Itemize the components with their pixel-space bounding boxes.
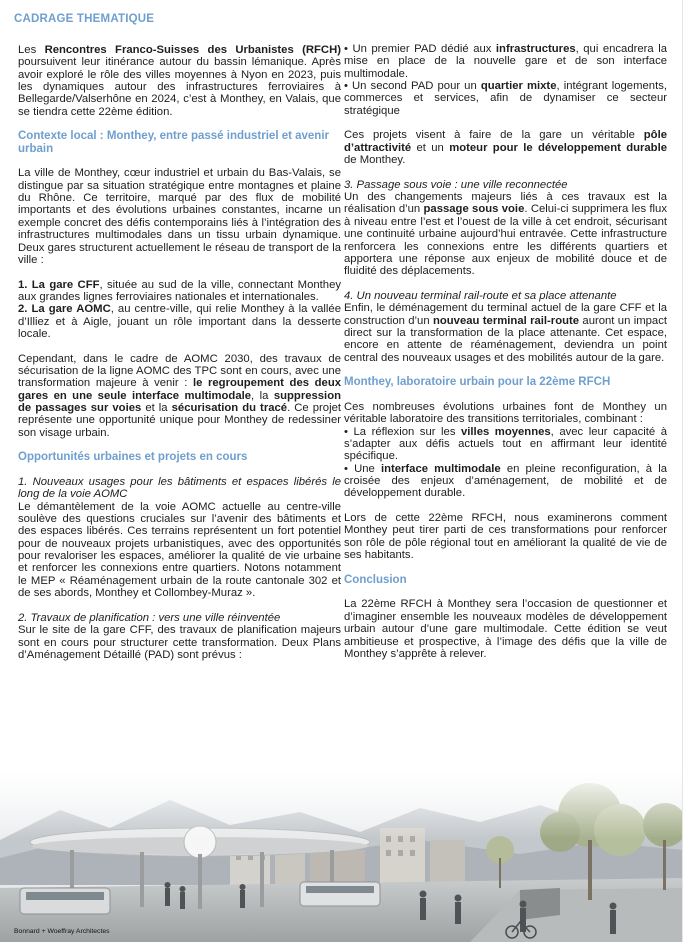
emphasis-text: nouveau terminal rail-route	[432, 314, 580, 327]
item-gare-cff	[18, 279, 341, 304]
paragraph-ville-monthey: La ville de Monthey, cœur industriel et urbain du Bas-Valais, se distingue par sa situation stratégique entre montagnes et plaine du Rhône. Ce territoire, marqué par des flux de mobilité importants et des évolutions urbaines constantes, incarne un exemple concret des défis contemporains liés à l’intégration des infrastructures multimodales dans un tissu urbain dynamique. Deux gares structurent actuellement le réseau de transport de la ville :	[18, 167, 341, 266]
right-column	[344, 43, 667, 660]
text-run: de Monthey.	[344, 154, 406, 167]
text-run: poursuivent leur itinérance autour du bassin lémanique. Après avoir exploré le rôle des villes moyennes à Nyon en 2023, puis les dynamiques autour des infrastructures ferroviaires à Bellegarde/Valserhône en 2024, c’est à Monthey, en Valais, que se tiendra cette 22ème édition.	[18, 56, 341, 118]
text-run: en pleine reconfiguration, à la croisée des enjeux d’aménagement, de mobilité et de développement durable.	[344, 462, 667, 500]
paragraph-pole-attractivite	[344, 129, 667, 166]
emphasis-text: infrastructures	[495, 43, 576, 55]
text-run: Les	[18, 44, 45, 56]
station-rendering-illustration	[0, 770, 683, 942]
emphasis-text: interface multimodale	[380, 462, 501, 475]
text-run: • La réflexion sur les	[344, 425, 461, 438]
text-run: , la	[251, 389, 274, 402]
text-run: • Une	[344, 462, 381, 475]
subheading-terminal-rail-route: 4. Un nouveau terminal rail-route et sa place attenante	[344, 289, 617, 302]
item-gare-aomc	[18, 303, 341, 340]
text-run: auront un impact direct sur la transformation de la place attenante. Cet espace, encore en attente de réaménagement, deviendra un point central des nouveaux usages et des mobilités autour de la gare.	[344, 314, 667, 364]
section-title: CADRAGE THEMATIQUE	[14, 13, 155, 25]
emphasis-text: 1. La gare CFF	[18, 278, 100, 291]
emphasis-text: Rencontres Franco-Suisses des Urbanistes (RFCH)	[44, 44, 341, 56]
emphasis-text: suppression de passages sur voies	[18, 389, 341, 414]
subheading-nouveaux-usages: 1. Nouveaux usages pour les bâtiments et espaces libérés le long de la voie AOMC	[18, 476, 341, 501]
item-pad-quartier-mixte	[344, 80, 667, 117]
emphasis-text: quartier mixte	[480, 80, 557, 93]
paragraph-aomc-2030	[18, 353, 341, 439]
left-column	[18, 44, 341, 661]
emphasis-text: passage sous voie	[423, 203, 525, 216]
text-run: Un des changements majeurs liés à ces travaux est la réalisation d’un	[344, 191, 667, 216]
subheading-planification: 2. Travaux de planification : vers une ville réinventée	[18, 611, 281, 624]
text-run: , intégrant logements, commerces et services, afin de dynamiser ce secteur stratégique	[344, 80, 667, 117]
subheading-passage-sous-voie: 3. Passage sous voie : une ville reconnectée	[344, 178, 568, 191]
emphasis-text: pôle d’attractivité	[344, 129, 667, 154]
heading-opportunites: Opportunités urbaines et projets en cours	[18, 451, 248, 464]
text-run: et la	[141, 401, 172, 414]
emphasis-text: sécurisation du tracé	[171, 401, 288, 414]
text-run: , avec leur capacité à s’adapter aux défis actuels tout en affirmant leur identité spécifique.	[344, 425, 667, 463]
heading-conclusion: Conclusion	[344, 573, 407, 586]
emphasis-text: le regroupement des deux gares en une seule interface multimodale	[18, 377, 341, 402]
text-run: Ces projets visent à faire de la gare un véritable	[344, 129, 644, 142]
paragraph-demantelement: Le démantèlement de la voie AOMC actuelle au centre-ville soulève des questions cruciales sur l’avenir des bâtiments et des espaces libérés. Ces terrains représentent un fort potentiel pour de nouveaux projets urbanistiques, avec des opportunités pour revaloriser les espaces, améliorer la qualité de vie urbaine et renforcer les connexions entre quartiers. Notons notamment le MEP « Réaménagement urbain de la route cantonale 302 et de ses abords, Monthey et Collombey-Muraz ».	[18, 500, 341, 600]
text-run: . Celui-ci supprimera les flux à niveau entre l’est et l’ouest de la ville à cet endroit, sécurisant une continuité urbaine aujourd’hui entravée. Cette infrastructure renforcera les connexions entre les différents quartiers et apportera une réponse aux enjeux de mobilité douce et de fluidité des déplacements.	[344, 203, 667, 278]
text-run: • Un premier PAD dédié aux	[344, 43, 496, 55]
emphasis-text: 2. La gare AOMC	[18, 303, 111, 316]
item-pad-infrastructures	[344, 43, 667, 80]
emphasis-text: moteur pour le développement durable	[449, 141, 667, 154]
paragraph-evolutions: Ces nombreuses évolutions urbaines font de Monthey un véritable laboratoire des transitions territoriales, combinant :	[344, 400, 667, 426]
item-villes-moyennes	[344, 426, 667, 463]
paragraph-passage-sous-voie	[344, 191, 667, 277]
heading-contexte-local: Contexte local : Monthey, entre passé industriel et avenir urbain	[18, 130, 330, 155]
text-run: et un	[411, 141, 450, 154]
paragraph-conclusion: La 22ème RFCH à Monthey sera l’occasion de questionner et d’imaginer ensemble les nouveaux modèles de développement urbain autour d’une gare multimodale. Cette édition se veut ambitieuse et prospective, à l’image des défis que la ville de Monthey s’apprête à relever.	[344, 598, 667, 660]
text-run: Enfin, le déménagement du terminal actuel de la gare CFF et la construction d’un	[344, 302, 667, 327]
text-run: • Un second PAD pour un	[344, 80, 481, 93]
paragraph-lors-rfch: Lors de cette 22ème RFCH, nous examinerons comment Monthey peut tirer parti de ces transformations pour renforcer son rôle de pôle régional tout en améliorant la qualité de vie de ses habitants.	[344, 512, 667, 562]
intro-paragraph	[18, 44, 341, 118]
heading-laboratoire-urbain: Monthey, laboratoire urbain pour la 22ème RFCH	[344, 376, 611, 389]
text-run: Cependant, dans le cadre de AOMC 2030, des travaux de sécurisation de la ligne AOMC des TPC sont en cours, avec une transformation majeure à venir :	[18, 352, 341, 390]
emphasis-text: villes moyennes	[461, 425, 551, 438]
paragraph-terminal	[344, 302, 667, 364]
paragraph-planification: Sur le site de la gare CFF, des travaux de planification majeurs sont en cours pour structurer cette transformation. Deux Plans d’Aménagement Détaillé (PAD) sont prévus :	[18, 624, 341, 661]
text-run: . Ce projet représente une opportunité unique pour Monthey de redessiner son visage urbain.	[18, 401, 341, 439]
item-interface-multimodale	[344, 463, 667, 500]
text-run: , qui encadrera la mise en place de la nouvelle gare et de son interface multimodale.	[344, 43, 668, 80]
illustration-credit: Bonnard + Woeffray Architectes	[14, 928, 110, 935]
text-run: , située au sud de la ville, connectant Monthey aux grandes lignes ferroviaires nationales et internationales.	[18, 278, 342, 303]
text-run: , au centre-ville, qui relie Monthey à la vallée d’Illiez et à Aigle, jouant un rôle important dans la desserte locale.	[18, 303, 341, 340]
